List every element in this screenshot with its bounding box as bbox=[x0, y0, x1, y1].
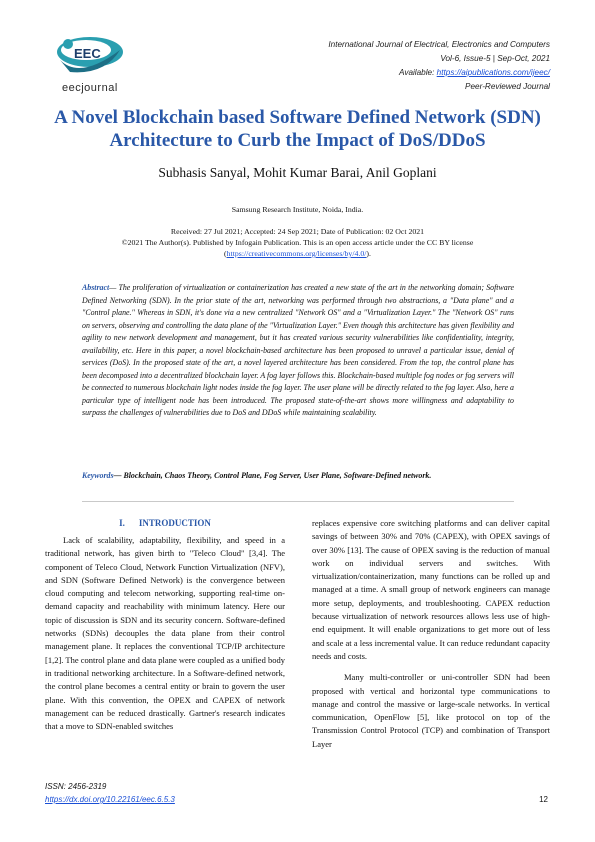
journal-volume: Vol-6, Issue-5 | Sep-Oct, 2021 bbox=[440, 54, 550, 63]
publication-dates: Received: 27 Jul 2021; Accepted: 24 Sep 2021; Date of Publication: 02 Oct 2021 bbox=[170, 227, 425, 236]
available-label: Available: bbox=[399, 68, 437, 77]
abstract-text: The proliferation of virtualization or containerization has created a new state of the art in the networking domain; Software Defined Networking (SDN). In the prior state of the art, networking was performed through two abstractions, a "Data plane" and a "Control plane." Whereas in SDN, it's done via a new centralized "Network OS" and a "Virtualization Layer." The "Network OS" runs on servers, observing and controlling the data plane of the "Virtualization Layer." Even though this architecture has given flexibility and agility to new network development and management, but it has created various security vulnerabilities like confidentiality, integrity, availability, etc. Here in this paper, a novel blockchain-based architecture has been proposed to unravel a particular issue, denial of services (DoS). In the proposed state of the art, a novel layered architecture has been considered. From the top, the control plane has been decomposed into a decentralized blockchain layer. A fog layer follows this. Blockchain-based multiple fog nodes or fog servers will be connected to numerous blockchain light nodes inside the fog layer. The user plane will be directly related to the fog layer. Also, here a particular type of intelligent node has been introduced. The proposed state-of-the-art shows more willingness and adaptability to surpass the challenges of vulnerabilities due to DoS and DDoS while maintaining scalability. bbox=[82, 283, 514, 417]
intro-paragraph-1: Lack of scalability, adaptability, flexibility, and speed in a traditional network, has given birth to "Teleco Cloud" [3,4]. The component of Teleco Cloud, Network Function Virtualization (NFV), and SDN (Software Defined Network) is the convergence between cloud computing and telecom networking, supporting real-time on-demand capacity and reachability with minimum latency. Here our topic of discussion is SDN and its security concern. Software-defined networks (SDNs) decouples the data plane from their control management plane. It replaces the conventional TCP/IP architecture [1,2]. The control plane and data plane were coupled as a unified body in traditional networking architecture. In a Software-defined network, the control plane becomes a central entity or brain to govern the user plane. With this convention, the OPEX and CAPEX of network management can be reduced drastically. Gartner's research indicates that a move to SDN-enabled switches bbox=[45, 535, 285, 732]
journal-url-link[interactable]: https://aipublications.com/ijeec/ bbox=[436, 68, 550, 77]
section-divider bbox=[82, 501, 514, 502]
abstract: Abstract— The proliferation of virtualization or containerization has created a new state of the art in the networking domain; Software Defined Networking (SDN). In the prior state of the art, networking was performed through two abstractions, a "Data plane" and a "Control plane." Whereas in SDN, it's done via a new centralized "Network OS" and a "Virtualization Layer." The "Network OS" runs on servers, observing and controlling the data plane of the "Virtualization Layer." Even though this architecture has given flexibility and agility to new network development and management, but it has created various security vulnerabilities like confidentiality, integrity, availability, etc. Here in this paper, a novel blockchain-based architecture has been proposed to unravel a particular issue, denial of services (DoS). In the proposed state of the art, a novel layered architecture has been considered. From the top, the control plane has been decomposed into a decentralized blockchain layer. A fog layer follows this. Blockchain-based multiple fog nodes or fog servers will be connected to numerous blockchain light nodes inside the fog layer. The user plane will be directly related to the fog layer. Also, here a particular type of intelligent node has been introduced. The proposed state-of-the-art shows more willingness and adaptability to surpass the challenges of vulnerabilities due to DoS and DDoS while maintaining scalability. bbox=[82, 283, 514, 417]
section-heading-introduction: I. INTRODUCTION bbox=[119, 518, 211, 528]
page-number: 12 bbox=[539, 795, 548, 804]
intro-paragraph-3: Many multi-controller or uni-controller SDN had been proposed with vertical and horizontal type communications to manage and control the massive or large-scale networks. In vertical communication, OpenFlow [5], like protocol on top of the Transmission Control Protocol (TCP) and combination of Transport Layer bbox=[312, 672, 550, 749]
logo-wordmark: eecjournal bbox=[62, 82, 118, 94]
journal-availability bbox=[399, 68, 550, 77]
publication-info bbox=[40, 226, 555, 259]
journal-name: International Journal of Electrical, Electronics and Computers bbox=[328, 40, 550, 49]
footer-issn: ISSN: 2456-2319 bbox=[45, 782, 107, 791]
intro-paragraph-2: replaces expensive core switching platforms and can deliver capital savings of between 30% and 70% (CAPEX), with OPEX savings of over 30% [13]. The cause of OPEX saving is the reduction of manual work on individual servers and switches. With virtualization/containerization, many functions can be rolled up and managed at a time. A small group of network engineers can manage more setup, deployments, and troubleshooting. CAPEX reduction because virtualization of network resources allows less use of high-end equipment. It will enable organizations to get more out of less and scale at a less incremental value. It can reduce redundant capacity needs and costs. bbox=[312, 518, 550, 661]
paper-authors: Subhasis Sanyal, Mohit Kumar Barai, Anil Goplani bbox=[158, 165, 437, 180]
logo-mark-text: EEC bbox=[74, 46, 101, 61]
license-statement: ©2021 The Author(s). Published by Infogain Publication. This is an open access article under the CC BY license bbox=[121, 238, 474, 247]
license-url-link[interactable]: https://creativecommons.org/licenses/by/4.0/ bbox=[226, 249, 367, 258]
footer-doi bbox=[45, 795, 175, 804]
body-column-left bbox=[45, 534, 285, 733]
keywords: Keywords— Blockchain, Chaos Theory, Control Plane, Fog Server, User Plane, Software-Defined network. bbox=[82, 471, 432, 480]
keywords-text: Blockchain, Chaos Theory, Control Plane, Fog Server, User Plane, Software-Defined network. bbox=[123, 471, 432, 480]
peer-reviewed-label: Peer-Reviewed Journal bbox=[465, 82, 550, 91]
paper-title: A Novel Blockchain based Software Defined Network (SDN) Architecture to Curb the Impact of DoS/DDoS bbox=[54, 107, 541, 151]
body-column-right bbox=[312, 517, 550, 751]
license-url-line: (https://creativecommons.org/licenses/by/4.0/). bbox=[224, 249, 371, 258]
doi-link[interactable]: https://dx.doi.org/10.22161/eec.6.5.3 bbox=[45, 795, 175, 804]
author-affiliation: Samsung Research Institute, Noida, India. bbox=[231, 205, 364, 214]
logo-dot bbox=[63, 39, 73, 49]
keywords-label: Keywords bbox=[82, 471, 114, 480]
abstract-label: Abstract bbox=[82, 283, 110, 292]
